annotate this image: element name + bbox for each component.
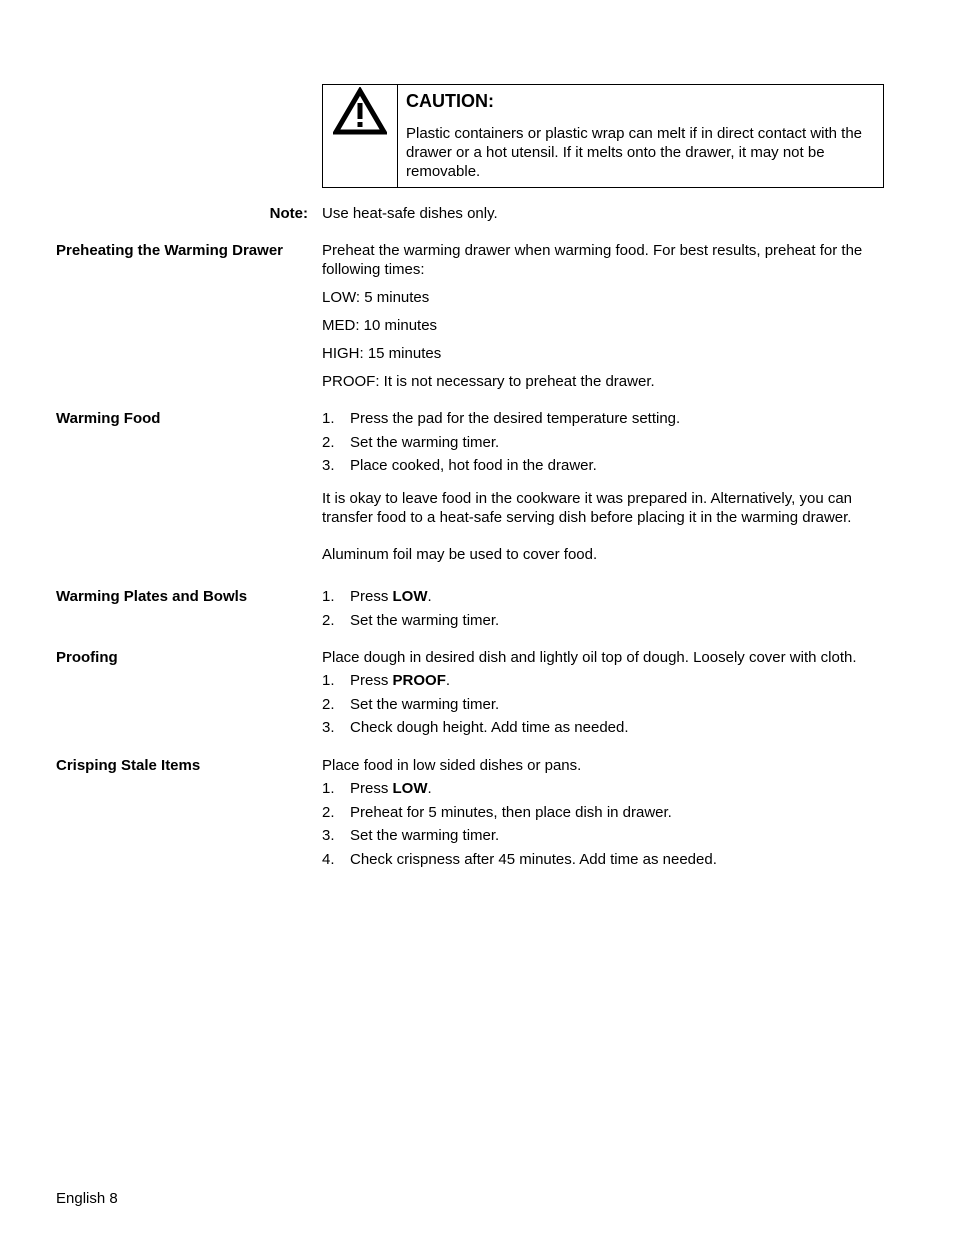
list-item: [322, 850, 888, 869]
step-text-post: .: [427, 588, 432, 605]
setting-proof: PROOF: [392, 672, 446, 689]
step-text: Set the warming timer.: [350, 695, 500, 713]
steps-list: [322, 671, 888, 737]
list-item: [322, 779, 888, 798]
note-text: Use heat-safe dishes only.: [322, 205, 498, 222]
step-number: 1.: [322, 588, 335, 605]
step-number: 3.: [322, 827, 335, 844]
section-heading: Warming Food: [56, 410, 161, 427]
step-text: Set the warming timer.: [350, 611, 500, 629]
steps-list: [322, 779, 888, 869]
step-text-pre: Press: [350, 780, 393, 797]
step-number: 1.: [322, 410, 335, 427]
section-heading: Crisping Stale Items: [56, 757, 201, 774]
step-number: 3.: [322, 457, 335, 474]
step-number: 4.: [322, 850, 335, 868]
caution-body: Plastic containers or plastic wrap can melt if in direct contact with the drawer or a hot utensil. If it melts onto the drawer, it may not be removable.: [406, 125, 863, 180]
step-text: Check crispness after 45 minutes. Add time as needed.: [350, 850, 717, 868]
caution-text-cell: [398, 85, 883, 187]
list-item: [322, 718, 888, 737]
proofing-intro: Place dough in desired dish and lightly oil top of dough. Loosely cover with cloth.: [322, 649, 857, 666]
preheat-time-low: LOW: 5 minutes: [322, 289, 430, 306]
step-number: 1.: [322, 780, 335, 797]
section-content: [322, 241, 888, 391]
step-text: Set the warming timer.: [350, 433, 500, 451]
caution-icon-cell: [323, 85, 398, 187]
caution-box: [322, 84, 884, 188]
steps-list: [322, 587, 888, 630]
step-number: 2.: [322, 803, 335, 821]
step-number: 1.: [322, 672, 335, 689]
preheat-time-med: MED: 10 minutes: [322, 317, 438, 334]
caution-title: CAUTION:: [406, 91, 494, 111]
step-text: Press the pad for the desired temperature setting.: [350, 410, 681, 427]
steps-list: [322, 409, 888, 475]
section-heading: Proofing: [56, 649, 118, 666]
list-item: [322, 409, 888, 428]
step-number: 2.: [322, 433, 335, 451]
warming-food-foil-para: Aluminum foil may be used to cover food.: [322, 546, 598, 563]
step-text-post: .: [427, 780, 432, 797]
step-text: Preheat for 5 minutes, then place dish in drawer.: [350, 803, 672, 821]
preheat-time-proof: PROOF: It is not necessary to preheat the drawer.: [322, 373, 655, 390]
section-content: [322, 648, 888, 742]
step-number: 2.: [322, 611, 335, 629]
list-item: [322, 433, 888, 452]
note-label: Note:: [269, 205, 308, 222]
step-text-post: .: [445, 672, 451, 689]
list-item: [322, 611, 888, 630]
step-text: Place cooked, hot food in the drawer.: [350, 457, 597, 474]
list-item: [322, 803, 888, 822]
step-number: 3.: [322, 719, 335, 736]
list-item: [322, 456, 888, 475]
page-footer: English 8: [56, 1190, 118, 1207]
step-text: Set the warming timer.: [350, 827, 500, 844]
list-item: [322, 587, 888, 606]
setting-low: LOW: [392, 588, 428, 605]
setting-low: LOW: [392, 780, 428, 797]
section-content: [322, 756, 888, 873]
step-text-pre: Press: [350, 588, 393, 605]
step-text-pre: Press: [350, 672, 393, 689]
section-heading: Warming Plates and Bowls: [56, 588, 248, 605]
section-heading: Preheating the Warming Drawer: [56, 242, 283, 259]
preheating-intro: Preheat the warming drawer when warming food. For best results, preheat for the following times:: [322, 242, 863, 278]
warning-triangle-icon: [333, 87, 387, 135]
preheat-time-high: HIGH: 15 minutes: [322, 345, 442, 362]
list-item: [322, 671, 888, 690]
section-content: [322, 587, 888, 634]
step-number: 2.: [322, 695, 335, 713]
crisping-intro: Place food in low sided dishes or pans.: [322, 757, 582, 774]
warming-food-para: It is okay to leave food in the cookware it was prepared in. Alternatively, you can transfer food to a heat-safe serving dish before placing it in the warming drawer.: [322, 490, 853, 526]
list-item: [322, 826, 888, 845]
list-item: [322, 695, 888, 714]
step-text: Check dough height. Add time as needed.: [350, 719, 629, 736]
section-content: [322, 409, 888, 564]
